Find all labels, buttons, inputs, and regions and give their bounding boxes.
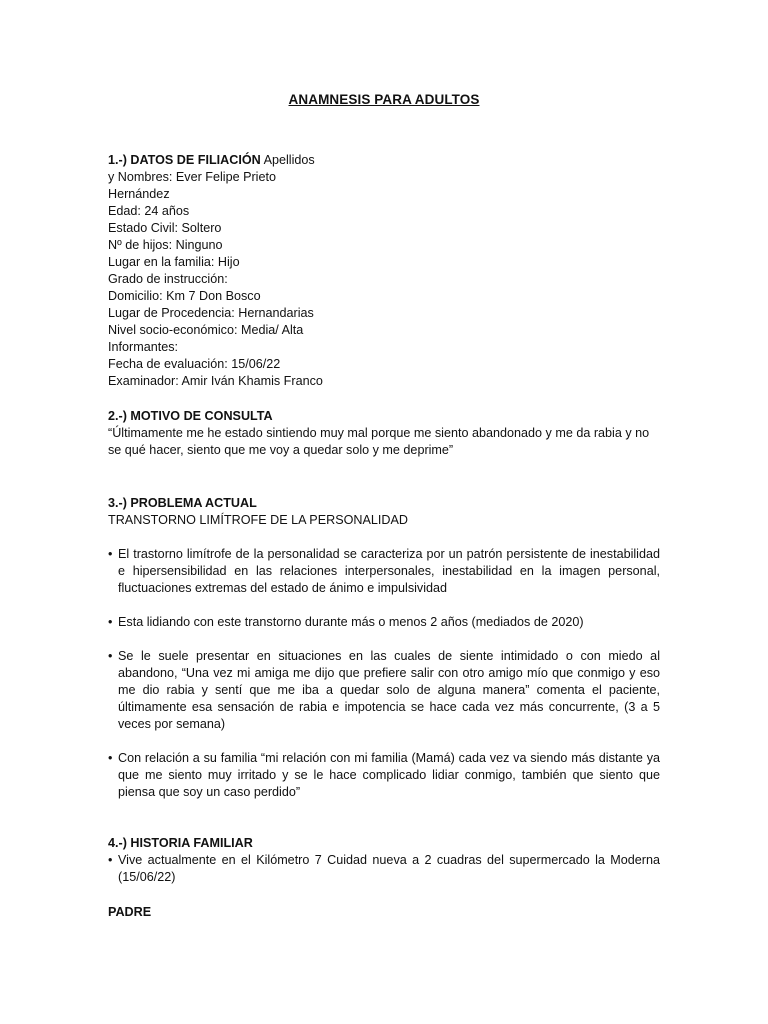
nombres-line: y Nombres: Ever Felipe Prieto <box>108 170 276 184</box>
nombres-line-cont: Hernández <box>108 187 170 201</box>
informantes-line: Informantes: <box>108 340 178 354</box>
bullet-text: Con relación a su familia “mi relación con mi familia (Mamá) cada vez va siendo más distante ya que me siento muy irritado y se le hace complicado lidiar conmigo, también que siento que piensa que soy un caso perdido” <box>118 751 660 799</box>
section-3-subheading: TRANSTORNO LIMÍTROFE DE LA PERSONALIDAD <box>108 513 408 527</box>
motivo-quote: “Últimamente me he estado sintiendo muy mal porque me siento abandonado y me da rabia y no se qué hacer, siento que me voy a quedar solo y me deprime” <box>108 426 650 457</box>
lugar-familia-line: Lugar en la familia: Hijo <box>108 255 240 269</box>
section-historia-familiar <box>108 835 660 852</box>
section-1-heading: 1.-) DATOS DE FILIACIÓN <box>108 153 261 167</box>
bullet-text: Vive actualmente en el Kilómetro 7 Cuidad nueva a 2 cuadras del supermercado la Moderna (15/06/22) <box>118 853 660 884</box>
section-motivo-consulta <box>108 408 662 459</box>
bullet-marker: • <box>108 751 113 765</box>
apellidos-label: Apellidos <box>260 153 315 167</box>
problema-bullet-1 <box>108 546 660 597</box>
bullet-text: Se le suele presentar en situaciones en las cuales de siente intimidado o con miedo al abandono, “Una vez mi amiga me dijo que prefiere salir con otro amigo mío que conmigo y eso me dio rabia y sentí que me iba a quedar solo de alguna manera” comenta el paciente, últimamente esa sensación de rabia e impotencia se hace cada vez más concurrente, (3 a 5 veces por semana) <box>118 649 660 731</box>
fecha-evaluacion-line: Fecha de evaluación: 15/06/22 <box>108 357 281 371</box>
domicilio-line: Domicilio: Km 7 Don Bosco <box>108 289 261 303</box>
problema-bullet-4 <box>108 750 660 801</box>
grado-instruccion-line: Grado de instrucción: <box>108 272 228 286</box>
problema-bullet-2 <box>108 614 660 631</box>
padre-heading: PADRE <box>108 905 152 919</box>
nivel-socioeconomico-line: Nivel socio-económico: Media/ Alta <box>108 323 304 337</box>
section-4-heading: 4.-) HISTORIA FAMILIAR <box>108 836 253 850</box>
section-datos-filiacion <box>108 152 660 390</box>
examinador-line: Examinador: Amir Iván Khamis Franco <box>108 374 323 388</box>
document-title: ANAMNESIS PARA ADULTOS <box>288 92 480 107</box>
bullet-marker: • <box>108 853 113 867</box>
section-2-heading: 2.-) MOTIVO DE CONSULTA <box>108 409 273 423</box>
section-problema-actual <box>108 495 660 529</box>
historia-bullet-1 <box>108 852 660 886</box>
datos-line-1 <box>108 152 660 169</box>
bullet-text: El trastorno limítrofe de la personalidad se caracteriza por un patrón persistente de inestabilidad e hipersensibilidad en las relaciones interpersonales, inestabilidad en la imagen personal, fluctuaciones extremas del estado de ánimo e impulsividad <box>118 547 660 595</box>
procedencia-line: Lugar de Procedencia: Hernandarias <box>108 306 314 320</box>
estado-civil-line: Estado Civil: Soltero <box>108 221 222 235</box>
bullet-text: Esta lidiando con este transtorno durante más o menos 2 años (mediados de 2020) <box>118 615 584 629</box>
edad-line: Edad: 24 años <box>108 204 190 218</box>
problema-bullet-3 <box>108 648 660 733</box>
padre-heading-block <box>108 904 660 921</box>
bullet-marker: • <box>108 649 113 663</box>
bullet-marker: • <box>108 615 113 629</box>
section-3-heading: 3.-) PROBLEMA ACTUAL <box>108 496 257 510</box>
hijos-line: Nº de hijos: Ninguno <box>108 238 223 252</box>
bullet-marker: • <box>108 547 113 561</box>
